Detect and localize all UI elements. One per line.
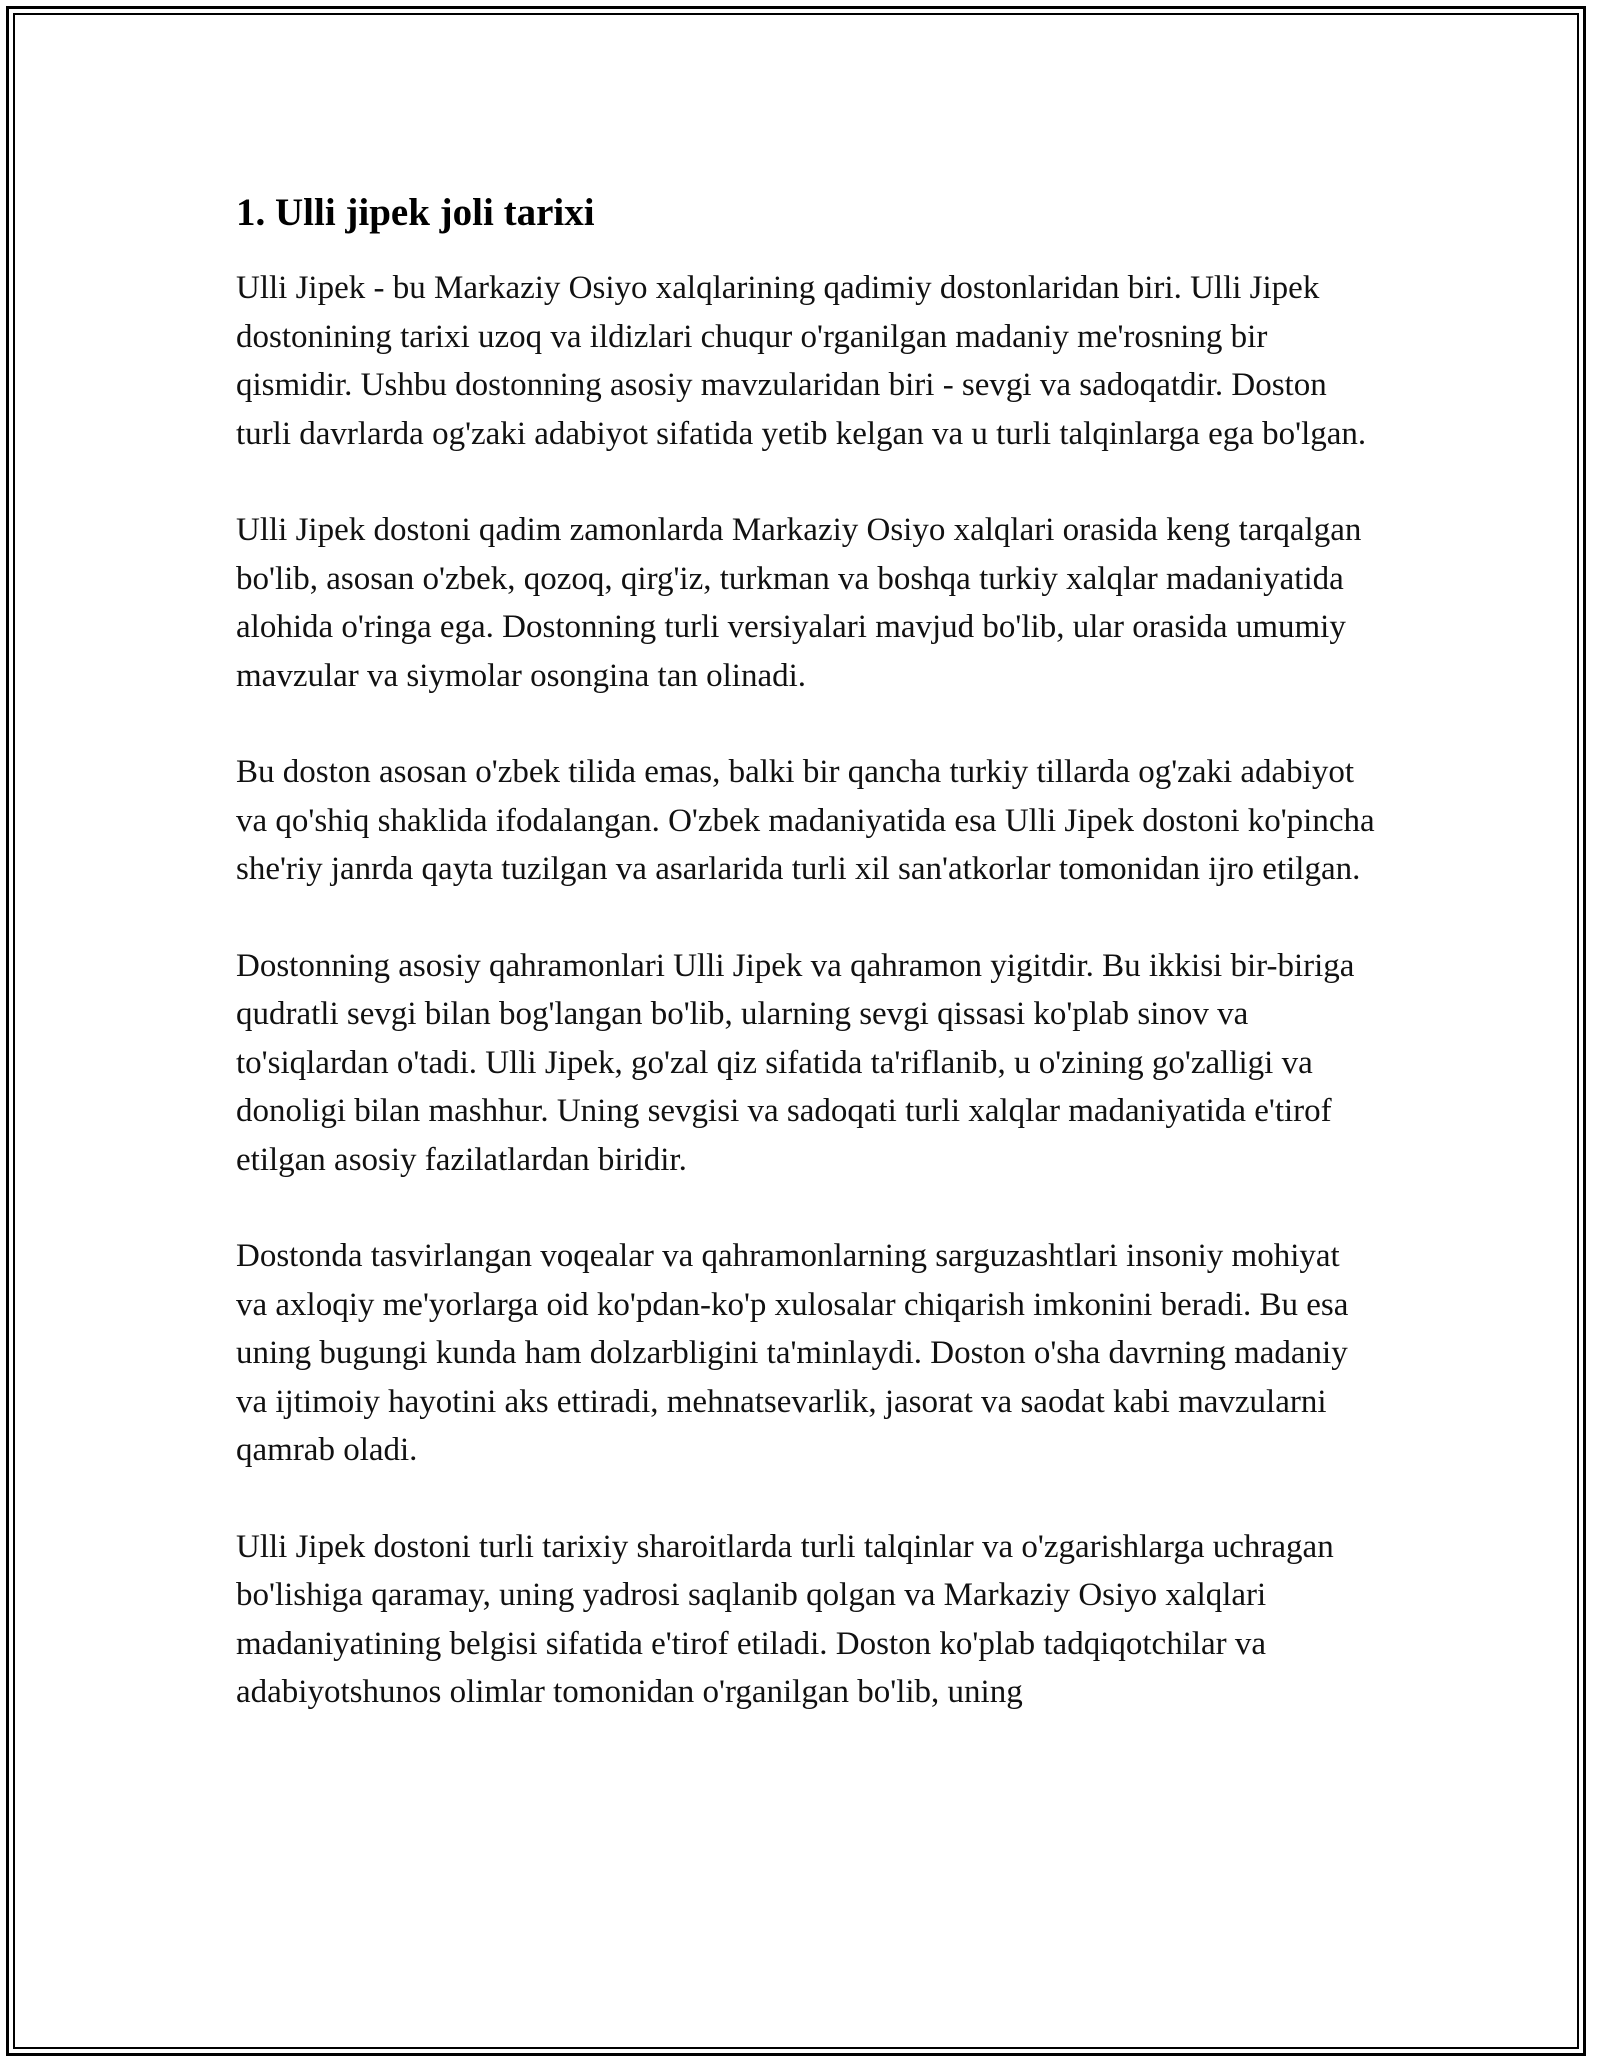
section-heading: 1. Ulli jipek joli tarixi xyxy=(236,191,595,234)
paragraph-2: Ulli Jipek dostoni qadim zamonlarda Markaziy Osiyo xalqlari orasida keng tarqalgan bo'lib, asosan o'zbek, qozoq, qirg'iz, turkman va boshqa turkiy xalqlar madaniyatida alohida o'ringa ega. Dostonning turli versiyalari mavjud bo'lib, ular orasida umumiy mavzular va siymolar osongina tan olinadi. xyxy=(236,512,1362,694)
paragraph-6: Ulli Jipek dostoni turli tarixiy sharoitlarda turli talqinlar va o'zgarishlarga uchragan bo'lishiga qaramay, uning yadrosi saqlanib qolgan va Markaziy Osiyo xalqlari madaniyatining belgisi sifatida e'tirof etiladi. Doston ko'plab tadqiqotchilar va adabiyotshunos olimlar tomonidan o'rganilgan bo'lib, uning xyxy=(236,1528,1334,1710)
paragraph-5: Dostonda tasvirlangan voqealar va qahramonlarning sarguzashtlari insoniy mohiyat va axloqiy me'yorlarga oid ko'pdan-ko'p xulosalar chiqarish imkonini beradi. Bu esa uning bugungi kunda ham dolzarbligini ta'minlaydi. Doston o'sha davrning madaniy va ijtimoiy hayotini aks ettiradi, mehnatsevarlik, jasorat va saodat kabi mavzularni qamrab oladi. xyxy=(236,1238,1349,1468)
document-body xyxy=(236,188,1376,1765)
paragraph-3: Bu doston asosan o'zbek tilida emas, balki bir qancha turkiy tillarda og'zaki adabiyot va qo'shiq shaklida ifodalangan. O'zbek madaniyatida esa Ulli Jipek dostoni ko'pincha she'riy janrda qayta tuzilgan va asarlarida turli xil san'atkorlar tomonidan ijro etilgan. xyxy=(236,754,1375,887)
paragraph-1: Ulli Jipek - bu Markaziy Osiyo xalqlarining qadimiy dostonlaridan biri. Ulli Jipek dostonining tarixi uzoq va ildizlari chuqur o'rganilgan madaniy me'rosning bir qismidir. Ushbu dostonning asosiy mavzularidan biri - sevgi va sadoqatdir. Doston turli davrlarda og'zaki adabiyot sifatida yetib kelgan va u turli talqinlarga ega bo'lgan. xyxy=(236,270,1367,452)
paragraph-4: Dostonning asosiy qahramonlari Ulli Jipek va qahramon yigitdir. Bu ikkisi bir-biriga qudratli sevgi bilan bog'langan bo'lib, ularning sevgi qissasi ko'plab sinov va to'siqlardan o'tadi. Ulli Jipek, go'zal qiz sifatida ta'riflanib, u o'zining go'zalligi va donoligi bilan mashhur. Uning sevgisi va sadoqati turli xalqlar madaniyatida e'tirof etilgan asosiy fazilatlardan biridir. xyxy=(236,947,1355,1178)
